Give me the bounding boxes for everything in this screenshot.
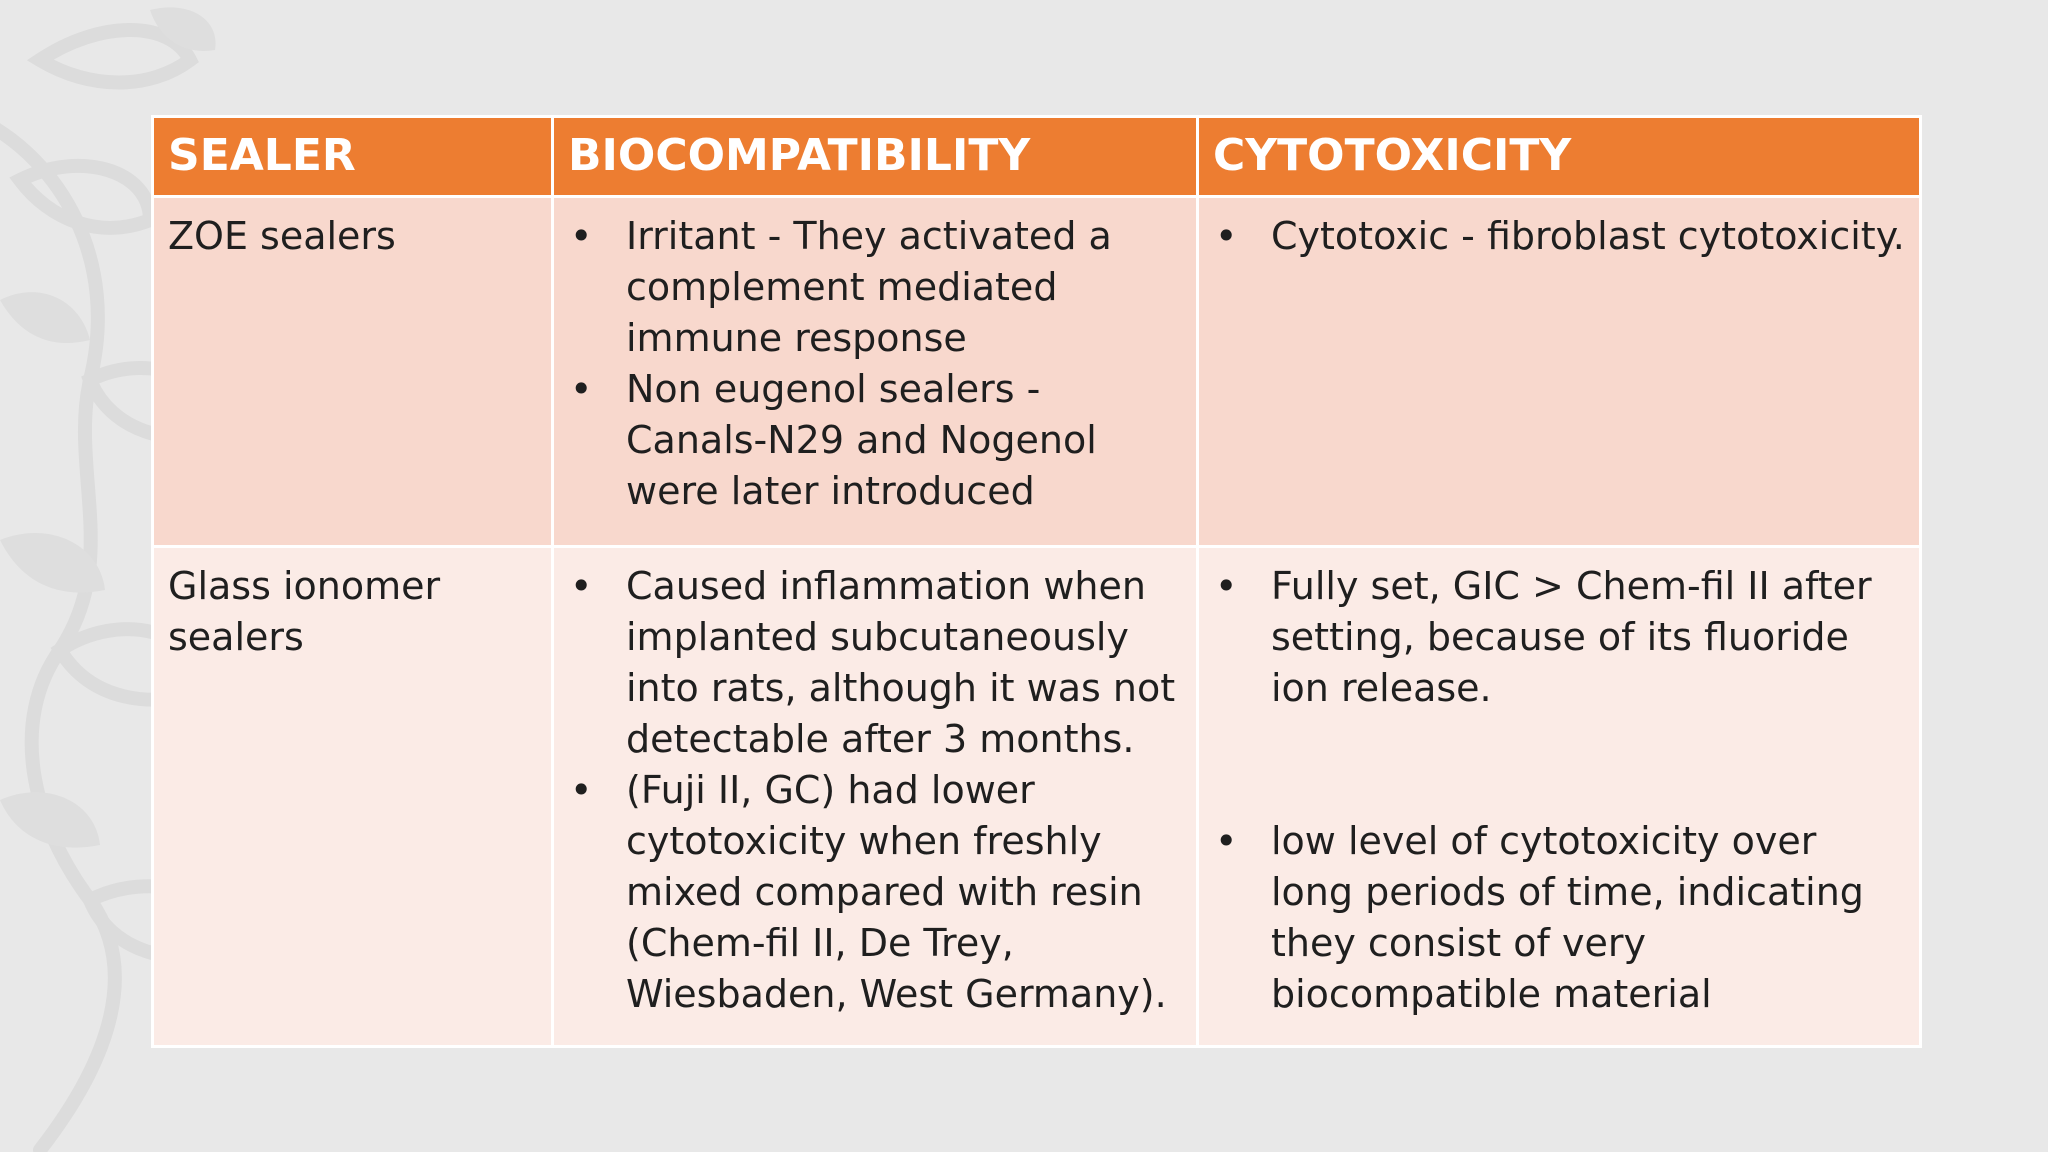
bullet-item: • Caused inflammation when implanted subcutaneously into rats, although it was not detectable after 3 months. xyxy=(568,561,1182,765)
cell-cytotoxicity xyxy=(1198,547,1921,1047)
comparison-table xyxy=(151,115,1922,1048)
cell-biocompatibility xyxy=(553,547,1198,1047)
bullet-item: • Fully set, GIC > Chem-fil II after setting, because of its fluoride ion release. xyxy=(1213,561,1905,714)
bullet-item: • Irritant - They activated a complement mediated immune response xyxy=(568,211,1182,364)
bullet-item: • Cytotoxic - fibroblast cytotoxicity. xyxy=(1213,211,1905,262)
table-row-glass-ionomer xyxy=(153,547,1921,1047)
cell-sealer-name: ZOE sealers xyxy=(153,197,553,547)
cell-sealer-name: Glass ionomer sealers xyxy=(153,547,553,1047)
table-row-zoe xyxy=(153,197,1921,547)
table-header-row xyxy=(153,117,1921,197)
cell-biocompatibility xyxy=(553,197,1198,547)
bullet-item: • Non eugenol sealers - Canals-N29 and Nogenol were later introduced xyxy=(568,364,1182,517)
header-sealer: SEALER xyxy=(153,117,553,197)
cell-cytotoxicity xyxy=(1198,197,1921,547)
header-biocompatibility: BIOCOMPATIBILITY xyxy=(553,117,1198,197)
bullet-item: • low level of cytotoxicity over long periods of time, indicating they consist of very biocompatible material xyxy=(1213,816,1905,1020)
bullet-item: • (Fuji II, GC) had lower cytotoxicity when freshly mixed compared with resin (Chem-fil II, De Trey, Wiesbaden, West Germany). xyxy=(568,765,1182,1020)
header-cytotoxicity: CYTOTOXICITY xyxy=(1198,117,1921,197)
